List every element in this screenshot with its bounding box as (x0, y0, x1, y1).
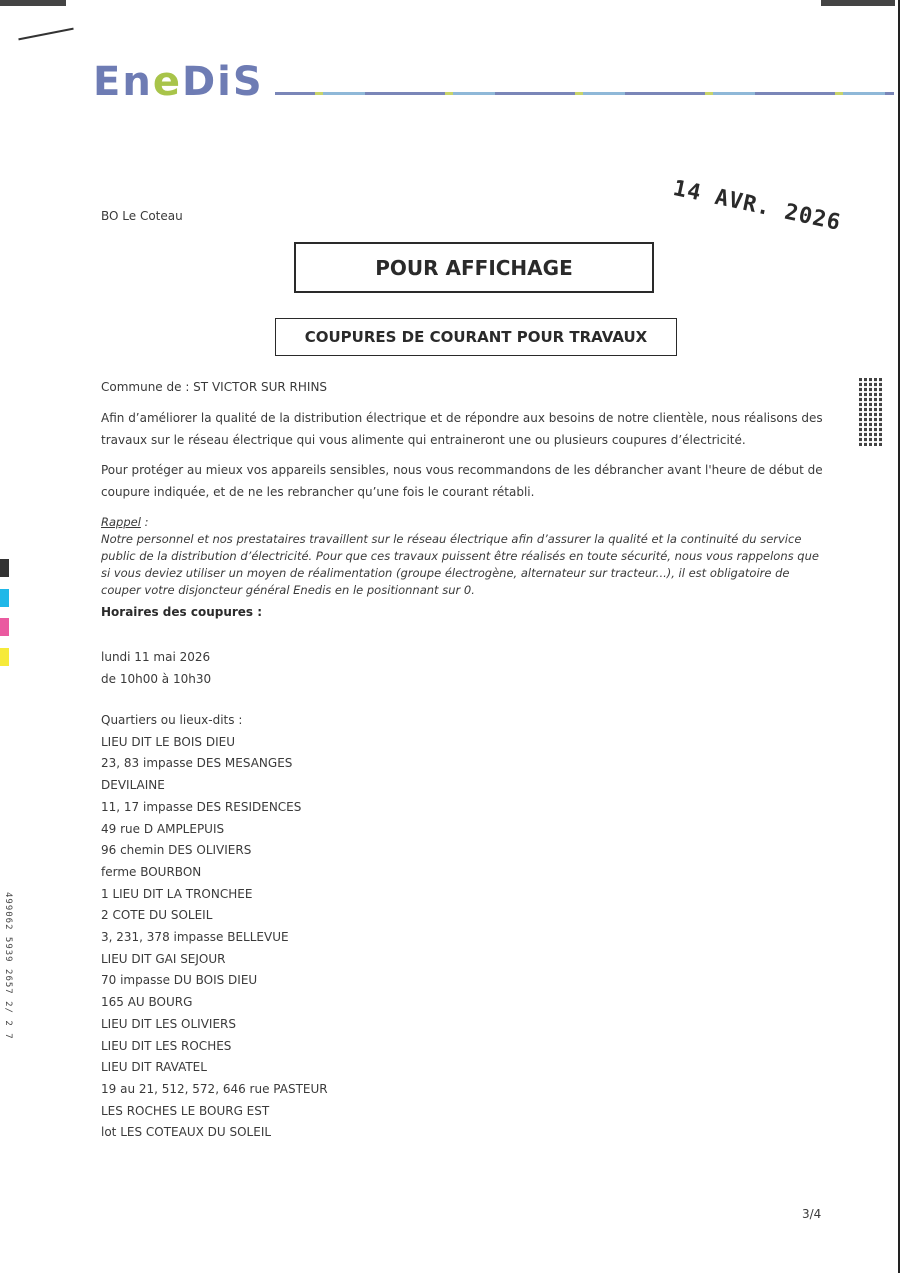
logo-part: DiS (181, 59, 264, 105)
list-item: LES ROCHES LE BOURG EST (101, 1103, 270, 1118)
main-title: POUR AFFICHAGE (375, 255, 573, 280)
intro-paragraph: Afin d’améliorer la qualité de la distribution électrique et de répondre aux besoins de notre clientèle, nous réalisons des travaux sur le réseau électrique qui vous alimente qui entraineront une ou plusieurs coupures d’électricité. (101, 411, 823, 447)
list-item: LIEU DIT LES ROCHES (101, 1038, 232, 1053)
logo-part: En (93, 59, 153, 105)
list-item: 49 rue D AMPLEPUIS (101, 821, 225, 836)
outage-time: de 10h00 à 10h30 (101, 672, 212, 686)
rappel-title: Rappel (101, 515, 141, 529)
list-item: 11, 17 impasse DES RESIDENCES (101, 799, 302, 814)
list-item: DEVILAINE (101, 778, 165, 793)
list-item: 23, 83 impasse DES MESANGES (101, 756, 293, 771)
list-item: 1 LIEU DIT LA TRONCHEE (101, 886, 253, 901)
color-swatch-black (0, 559, 9, 577)
pen-mark (18, 28, 73, 41)
rappel-colon: : (140, 515, 149, 529)
list-item: LIEU DIT LE BOIS DIEU (101, 734, 235, 749)
commune-line: Commune de : ST VICTOR SUR RHINS (101, 380, 328, 394)
sub-title-box (275, 318, 677, 356)
color-swatch-cyan (0, 589, 9, 607)
logo-part: e (152, 59, 182, 105)
horaires-label: Horaires des coupures : (101, 605, 263, 619)
advice-paragraph: Pour protéger au mieux vos appareils sensibles, nous vous recommandons de les débrancher avant l'heure de début de coupure indiquée, et de ne les rebrancher qu’une fois le courant rétabli. (101, 463, 823, 499)
color-swatch-magenta (0, 618, 9, 636)
scan-artifact-bar (821, 0, 895, 6)
qr-code-icon (859, 378, 883, 446)
date-stamp: 14 AVR. 2026 (670, 176, 844, 236)
scan-artifact-bar (0, 0, 66, 6)
locations-list (101, 710, 328, 1144)
list-item: ferme BOURBON (101, 864, 202, 879)
enedis-logo (93, 59, 264, 105)
list-item: 96 chemin DES OLIVIERS (101, 843, 252, 858)
list-item: 3, 231, 378 impasse BELLEVUE (101, 930, 289, 945)
list-item: 19 au 21, 512, 572, 646 rue PASTEUR (101, 1081, 328, 1096)
rappel-block (101, 514, 826, 599)
sub-title: COUPURES DE COURANT POUR TRAVAUX (304, 328, 648, 346)
locations-label: Quartiers ou lieux-dits : (101, 713, 243, 727)
list-item: 165 AU BOURG (101, 995, 193, 1010)
color-swatch-yellow (0, 648, 9, 666)
margin-code: 499062 5939 2657 2/ 2 7 (3, 892, 13, 1040)
rappel-text: Notre personnel et nos prestataires travaillent sur le réseau électrique afin d’assurer la qualité et la continuité du service public de la distribution d’électricité. Pour que ces travaux puissent être réalisés en toute sécurité, nous vous rappelons que si vous deviez utiliser un moyen de réalimentation (groupe électrogène, alternateur sur tracteur...), il est obligatoire de couper votre disjoncteur général Enedis en le positionnant sur 0. (101, 532, 819, 597)
list-item: LIEU DIT RAVATEL (101, 1060, 207, 1075)
list-item: 2 COTE DU SOLEIL (101, 908, 213, 923)
main-title-box (294, 242, 654, 293)
list-item: LIEU DIT GAI SEJOUR (101, 951, 226, 966)
outage-date: lundi 11 mai 2026 (101, 650, 211, 664)
office-name: BO Le Coteau (101, 209, 183, 223)
list-item: LIEU DIT LES OLIVIERS (101, 1016, 236, 1031)
list-item: 70 impasse DU BOIS DIEU (101, 973, 258, 988)
list-item: lot LES COTEAUX DU SOLEIL (101, 1125, 272, 1140)
page-number: 3/4 (802, 1207, 822, 1221)
header-rule (275, 92, 894, 95)
